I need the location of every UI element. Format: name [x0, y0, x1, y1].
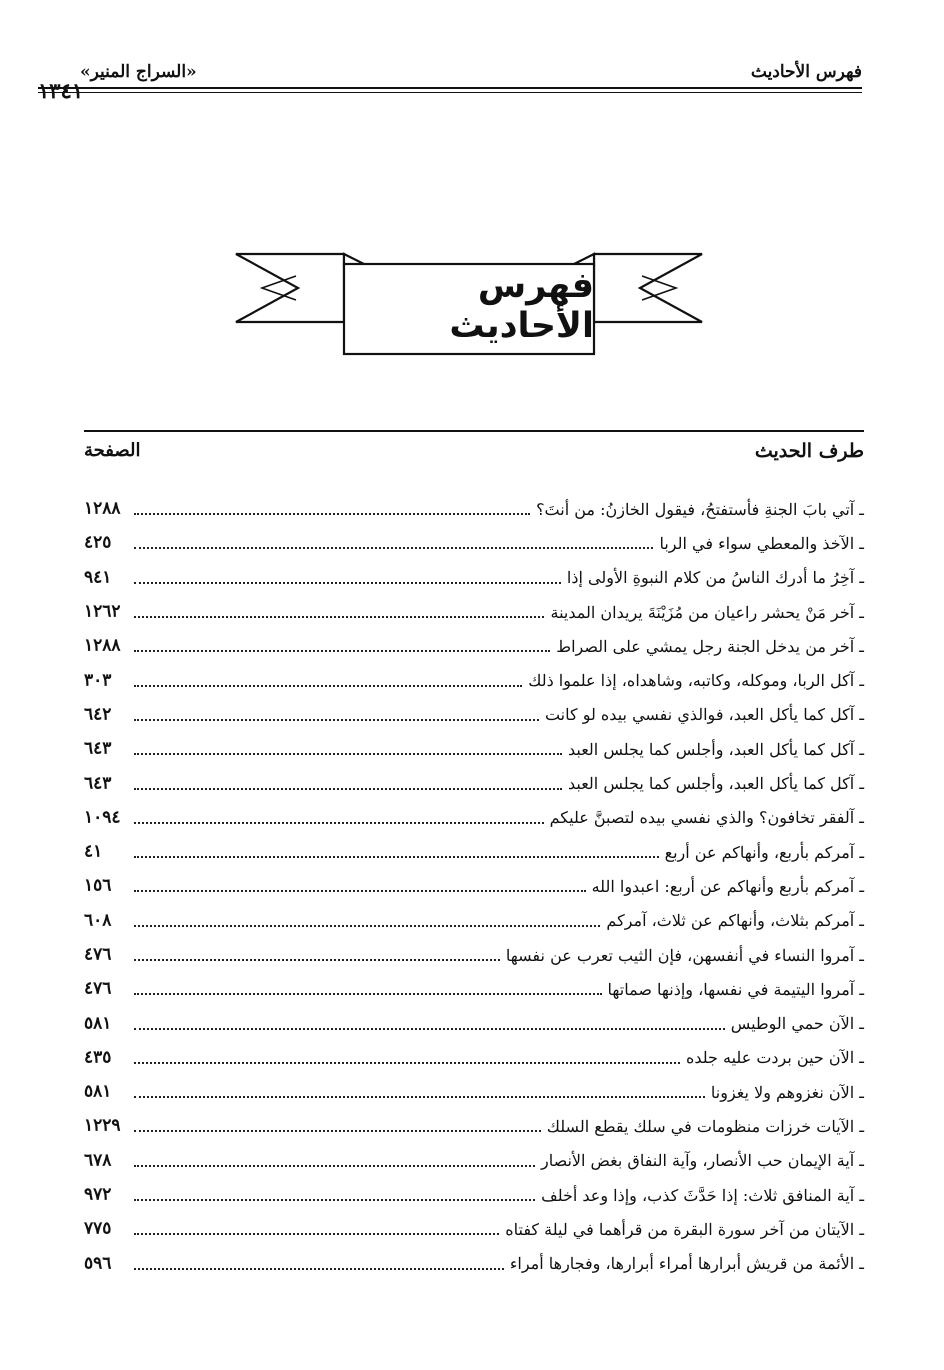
page-ref: ٤٧٦: [84, 978, 112, 999]
index-entry: [84, 869, 864, 903]
index-entry: [84, 1144, 864, 1178]
page-ref: ١٢٨٨: [84, 498, 121, 519]
index-entry: [84, 629, 864, 663]
hadith-text: ـ آتي بابَ الجنةِ فأستفتحُ، فيقول الخازنُ: من أنتَ؟: [530, 500, 864, 519]
dot-leader: [134, 547, 653, 549]
hadith-text: ـ آمركم بثلاث، وأنهاكم عن ثلاث، آمركم: [600, 911, 864, 930]
page-number: ١٣٤١: [38, 78, 84, 103]
page-ref: ٥٨١: [84, 1013, 112, 1034]
hadith-text: ـ آخِرُ ما أدرك الناسُ من كلام النبوةِ الأولى إذا: [561, 568, 864, 587]
column-header-hadith: طرف الحديث: [754, 440, 864, 462]
running-head-book-title: «السراج المنير»: [80, 62, 197, 82]
index-entry: [84, 561, 864, 595]
page-ref: ٤١: [84, 841, 103, 862]
hadith-text: ـ الآن نغزوهم ولا يغزونا: [705, 1083, 864, 1102]
page-ref: ١٥٦: [84, 876, 112, 897]
index-entry: [84, 1041, 864, 1075]
hadith-text: ـ آكل الربا، وموكله، وكاتبه، وشاهداه، إذا علموا ذلك: [522, 671, 864, 690]
hadith-text: ـ آلفقر تخافون؟ والذي نفسي بيده لتصبنَّ عليكم: [544, 808, 864, 827]
index-entry: [84, 801, 864, 835]
dot-leader: [134, 788, 562, 790]
page-ref: ٣٠٣: [84, 670, 112, 691]
banner-title: فهرس الأحاديث: [449, 266, 594, 346]
dot-leader: [134, 856, 659, 858]
index-entry: [84, 1109, 864, 1143]
hadith-text: ـ الآيتان من آخر سورة البقرة من قرأهما في ليلة كفتاه: [499, 1220, 864, 1239]
index-entry: [84, 595, 864, 629]
index-table-header: [84, 430, 864, 466]
hadith-text: ـ آمروا النساء في أنفسهن، فإن الثيب تعرب عن نفسها: [500, 946, 864, 965]
page-ref: ١٠٩٤: [84, 807, 121, 828]
dot-leader: [134, 1233, 499, 1235]
dot-leader: [134, 1199, 535, 1201]
index-entry: [84, 732, 864, 766]
hadith-text: ـ آمروا اليتيمة في نفسها، وإذنها صماتها: [602, 980, 864, 999]
hadith-text: ـ آية المنافق ثلاث: إذا حَدَّثَ كذب، وإذا وعد أخلف: [535, 1186, 864, 1205]
page-ref: ٥٨١: [84, 1081, 112, 1102]
hadith-text: ـ الآن حمي الوطيس: [725, 1014, 864, 1033]
hadith-text: ـ آخر من يدخل الجنة رجل يمشي على الصراط: [550, 637, 864, 656]
column-header-page: الصفحة: [84, 440, 141, 461]
page-ref: ٩٤١: [84, 567, 112, 588]
dot-leader: [134, 1062, 680, 1064]
dot-leader: [134, 1130, 541, 1132]
hadith-text: ـ الآيات خرزات منظومات في سلك يقطع السلك: [541, 1117, 864, 1136]
index-entry: [84, 663, 864, 697]
index-entry: [84, 1247, 864, 1281]
hadith-text: ـ آكل كما يأكل العبد، وأجلس كما يجلس العبد: [562, 740, 864, 759]
index-entry: [84, 492, 864, 526]
dot-leader: [134, 822, 544, 824]
page-ref: ٦٠٨: [84, 910, 112, 931]
hadith-index-list: [84, 492, 864, 1281]
dot-leader: [134, 1028, 725, 1030]
page-ref: ٤٢٥: [84, 533, 112, 554]
hadith-text: ـ آمركم بأربع وأنهاكم عن أربع: اعبدوا الله: [586, 877, 864, 896]
page-ref: ١٢٢٩: [84, 1116, 121, 1137]
dot-leader: [134, 753, 562, 755]
dot-leader: [134, 650, 550, 652]
page-ref: ٩٧٢: [84, 1184, 112, 1205]
title-banner: [232, 236, 706, 364]
dot-leader: [134, 582, 561, 584]
hadith-text: ـ آكل كما يأكل العبد، فوالذي نفسي بيده لو كانت: [539, 705, 864, 724]
page-ref: ٦٤٣: [84, 738, 112, 759]
dot-leader: [134, 890, 586, 892]
index-entry: [84, 1075, 864, 1109]
hadith-text: ـ آية الإيمان حب الأنصار، وآية النفاق بغض الأنصار: [535, 1151, 864, 1170]
hadith-text: ـ الآن حين بردت عليه جلده: [680, 1048, 864, 1067]
index-entry: [84, 904, 864, 938]
page-ref: ٤٧٦: [84, 944, 112, 965]
index-entry: [84, 1212, 864, 1246]
dot-leader: [134, 959, 500, 961]
index-entry: [84, 1178, 864, 1212]
page-ref: ١٢٦٢: [84, 601, 121, 622]
header-rule-thick: [38, 87, 862, 89]
dot-leader: [134, 1268, 504, 1270]
running-head-section-title: فهرس الأحاديث: [750, 62, 862, 82]
header-rule-thin: [38, 92, 862, 93]
index-entry: [84, 835, 864, 869]
page-ref: ٦٤٢: [84, 704, 112, 725]
dot-leader: [134, 925, 600, 927]
dot-leader: [134, 993, 602, 995]
dot-leader: [134, 685, 522, 687]
index-entry: [84, 526, 864, 560]
page-ref: ٦٧٨: [84, 1150, 112, 1171]
page-ref: ٥٩٦: [84, 1253, 112, 1274]
page-ref: ٦٤٣: [84, 773, 112, 794]
hadith-text: ـ آكل كما يأكل العبد، وأجلس كما يجلس العبد: [562, 774, 864, 793]
page-ref: ١٢٨٨: [84, 635, 121, 656]
dot-leader: [134, 1096, 705, 1098]
hadith-text: ـ آمركم بأربع، وأنهاكم عن أربع: [659, 843, 864, 862]
dot-leader: [134, 616, 544, 618]
index-entry: [84, 766, 864, 800]
index-entry: [84, 938, 864, 972]
hadith-text: ـ الأئمة من قريش أبرارها أمراء أبرارها، وفجارها أمراء: [504, 1254, 864, 1273]
dot-leader: [134, 513, 530, 515]
running-head: [38, 58, 862, 103]
page-ref: ٤٣٥: [84, 1047, 112, 1068]
page-ref: ٧٧٥: [84, 1218, 112, 1239]
dot-leader: [134, 1165, 535, 1167]
index-entry: [84, 1006, 864, 1040]
dot-leader: [134, 719, 539, 721]
index-entry: [84, 972, 864, 1006]
table-top-rule: [84, 430, 864, 432]
hadith-text: ـ آخر مَنْ يحشر راعيان من مُزَيْنَةَ يريدان المدينة: [544, 603, 864, 622]
hadith-text: ـ الآخذ والمعطي سواء في الربا: [653, 534, 864, 553]
index-entry: [84, 698, 864, 732]
